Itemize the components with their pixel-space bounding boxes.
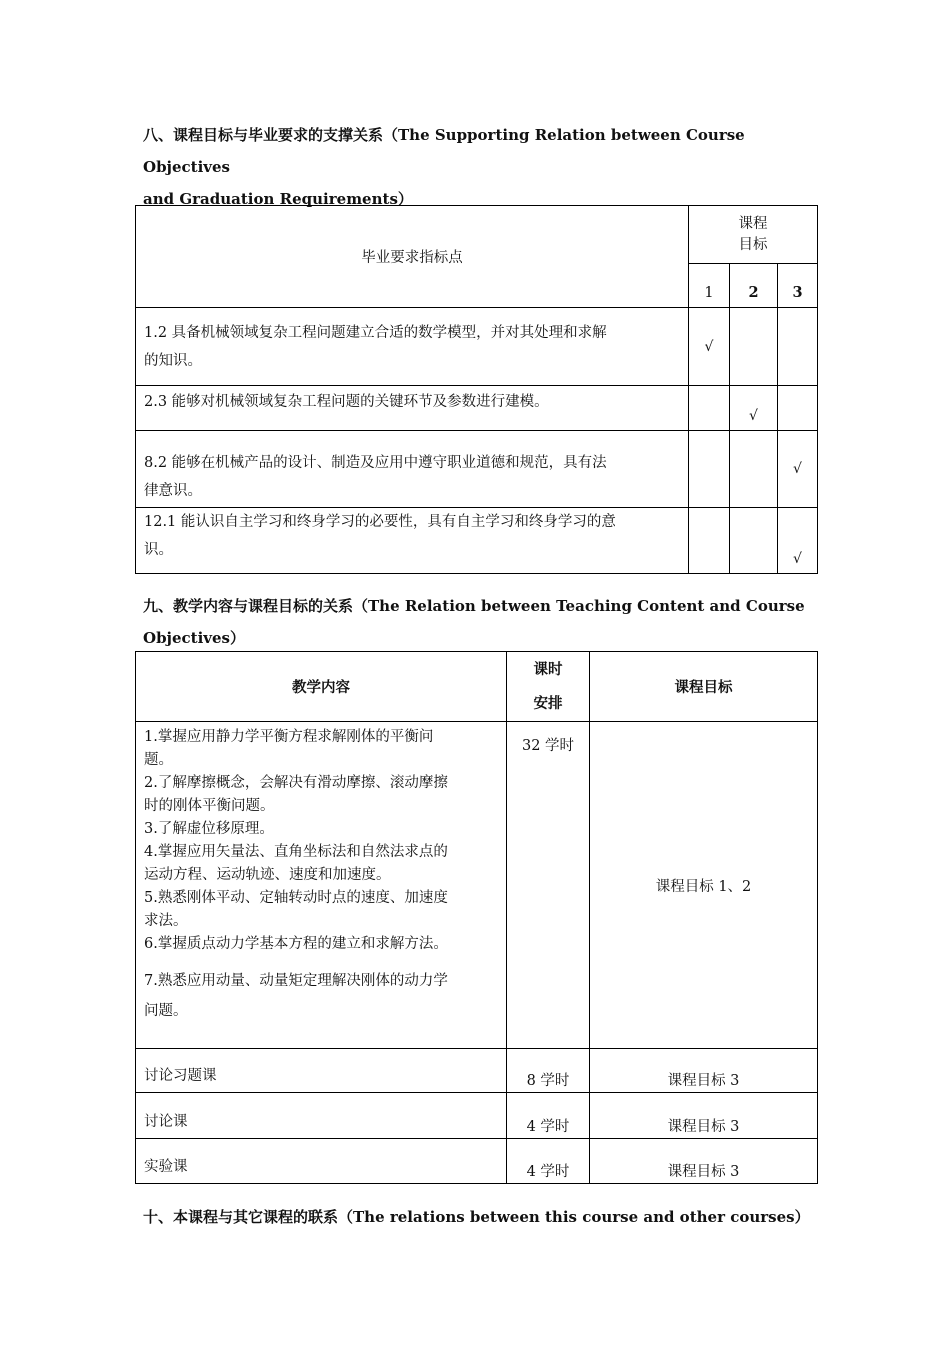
- list-item: 2.了解摩擦概念，会解决有滑动摩擦、滚动摩擦: [144, 775, 448, 791]
- objective-cell: 课程目标 3: [590, 1049, 818, 1093]
- check-mark: [689, 508, 730, 574]
- header-hours-line1: 课时: [533, 660, 563, 678]
- table-row: [136, 386, 818, 431]
- requirement-text-line2: 的知识。: [144, 352, 202, 369]
- objective-cell: 课程目标 3: [590, 1093, 818, 1139]
- header-objective-line1: 课程: [738, 215, 768, 232]
- teaching-content-list: [136, 722, 507, 1049]
- requirement-text-line2: 律意识。: [144, 483, 202, 499]
- section-9-title-line1: 九、教学内容与课程目标的关系（The Relation between Teaching Content and Course: [143, 597, 805, 615]
- requirement-text-line1: 12.1 能认识自主学习和终身学习的必要性，具有自主学习和终身学习的意: [144, 514, 616, 530]
- list-item: 题。: [144, 752, 173, 768]
- section-9-heading: [143, 590, 808, 654]
- table-row: [136, 431, 818, 508]
- requirement-cell: [136, 508, 689, 574]
- list-item: 3.了解虚位移原理。: [144, 821, 274, 837]
- requirement-text-line1: 8.2 能够在机械产品的设计、制造及应用中遵守职业道德和规范，具有法: [144, 455, 607, 471]
- header-content: 教学内容: [136, 652, 507, 722]
- table-row: [136, 1093, 818, 1139]
- header-objective-line2: 目标: [738, 236, 768, 253]
- check-mark: [778, 386, 818, 431]
- list-item: 问题。: [144, 1003, 188, 1019]
- header-hours: [507, 652, 590, 722]
- section-8-heading: [143, 119, 808, 215]
- list-item: 7.熟悉应用动量、动量矩定理解决刚体的动力学: [144, 973, 448, 989]
- content-objective-table: [135, 651, 818, 1184]
- header-hours-line2: 安排: [533, 694, 563, 712]
- hours-cell: 8 学时: [507, 1049, 590, 1093]
- list-item: 1.掌握应用静力学平衡方程求解刚体的平衡问: [144, 729, 434, 745]
- table-row: [136, 722, 818, 1049]
- requirement-text-line1: 1.2 具备机械领域复杂工程问题建立合适的数学模型，并对其处理和求解: [144, 324, 607, 341]
- requirement-text-line1: 2.3 能够对机械领域复杂工程问题的关键环节及参数进行建模。: [144, 394, 549, 410]
- check-mark: √: [689, 308, 730, 386]
- header-requirement: 毕业要求指标点: [136, 206, 689, 308]
- list-item: 运动方程、运动轨迹、速度和加速度。: [144, 867, 391, 883]
- check-mark: [730, 431, 778, 508]
- objective-number-2: 2: [730, 264, 778, 308]
- hours-cell: 32 学时: [507, 722, 590, 1049]
- requirement-cell: [136, 431, 689, 508]
- check-mark: √: [730, 386, 778, 431]
- check-mark: √: [778, 508, 818, 574]
- check-mark: [689, 386, 730, 431]
- table-row: [136, 308, 818, 386]
- list-item: 时的刚体平衡问题。: [144, 798, 275, 814]
- list-item: 6.掌握质点动力学基本方程的建立和求解方法。: [144, 936, 448, 952]
- list-item: 5.熟悉刚体平动、定轴转动时点的速度、加速度: [144, 890, 448, 906]
- requirement-text-line2: 识。: [144, 542, 173, 558]
- table-row: [136, 508, 818, 574]
- objective-cell: 课程目标 1、2: [590, 722, 818, 1049]
- hours-cell: 4 学时: [507, 1139, 590, 1184]
- section-8-title-line1: 八、课程目标与毕业要求的支撑关系（The Supporting Relation between Course Objectives: [143, 126, 745, 176]
- check-mark: [689, 431, 730, 508]
- check-mark: [730, 308, 778, 386]
- objective-number-1: 1: [689, 264, 730, 308]
- objective-cell: 课程目标 3: [590, 1139, 818, 1184]
- requirement-cell: [136, 308, 689, 386]
- list-item: 求法。: [144, 913, 188, 929]
- check-mark: [730, 508, 778, 574]
- section-8-title-line2: and Graduation Requirements）: [143, 190, 413, 208]
- list-item: 4.掌握应用矢量法、直角坐标法和自然法求点的: [144, 844, 448, 860]
- objective-number-3: 3: [778, 264, 818, 308]
- content-cell: 讨论课: [136, 1093, 507, 1139]
- content-cell: 实验课: [136, 1139, 507, 1184]
- table-row: [136, 1139, 818, 1184]
- section-9-title-line2: Objectives）: [143, 629, 245, 647]
- header-objective: 课程目标: [590, 652, 818, 722]
- section-10-heading: 十、本课程与其它课程的联系（The relations between this course and other courses）: [143, 1208, 810, 1226]
- check-mark: √: [778, 431, 818, 508]
- check-mark: [778, 308, 818, 386]
- hours-cell: 4 学时: [507, 1093, 590, 1139]
- content-cell: 讨论习题课: [136, 1049, 507, 1093]
- table-row: [136, 1049, 818, 1093]
- support-relation-table: [135, 205, 818, 574]
- header-objective: [689, 206, 818, 264]
- requirement-cell: [136, 386, 689, 431]
